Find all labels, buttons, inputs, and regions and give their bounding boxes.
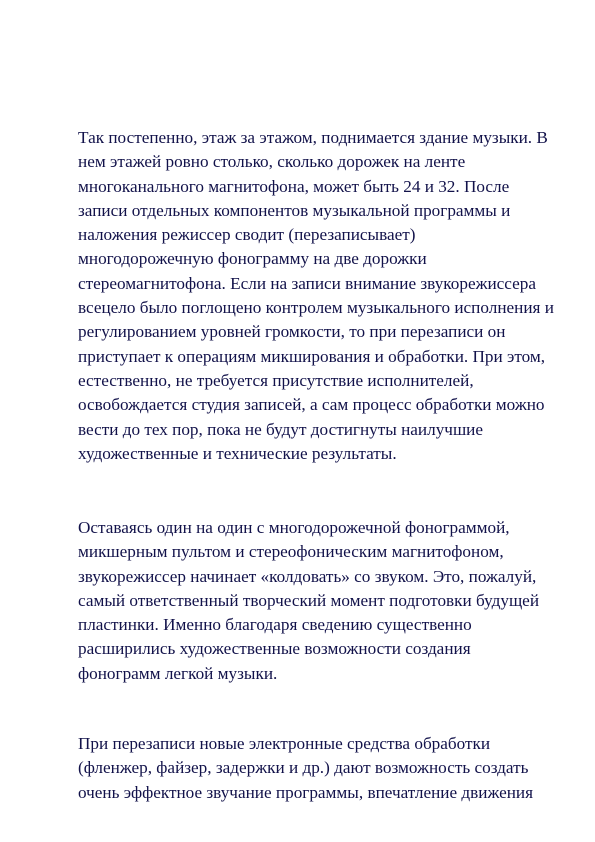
- paragraph-1: [78, 126, 578, 466]
- paragraph-1-line: стереомагнитофона. Если на записи внимание звукорежиссера: [78, 273, 536, 293]
- paragraph-1-line: нем этажей ровно столько, сколько дорожек на ленте: [78, 152, 466, 172]
- paragraph-1-line: Так постепенно, этаж за этажом, поднимается здание музыки. В: [78, 128, 548, 147]
- paragraph-3-line: (фленжер, файзер, задержки и др.) дают возможность создать: [78, 758, 529, 778]
- paragraph-1-line: вести до тех пор, пока не будут достигнуты наилучшие: [78, 419, 484, 439]
- paragraph-2-line: расширились художественные возможности создания: [78, 639, 471, 659]
- paragraph-1-line: художественные и технические результаты.: [78, 443, 397, 463]
- paragraph-1-line: многодорожечную фонограмму на две дорожки: [78, 249, 427, 269]
- paragraph-1-line: освобождается студия записей, а сам процесс обработки можно: [78, 395, 545, 415]
- paragraph-1-line: регулированием уровней громкости, то при перезаписи он: [78, 322, 506, 342]
- paragraph-3: [78, 732, 578, 805]
- paragraph-1-line: наложения режиссер сводит (перезаписывает): [78, 225, 416, 245]
- paragraph-2-line: звукорежиссер начинает «колдовать» со звуком. Это, пожалуй,: [78, 566, 537, 586]
- paragraph-1-line: всецело было поглощено контролем музыкального исполнения и: [78, 298, 554, 318]
- paragraph-2-line: Оставаясь один на один с многодорожечной фонограммой,: [78, 518, 510, 537]
- paragraph-2-line: самый ответственный творческий момент подготовки будущей: [78, 590, 540, 610]
- paragraph-1-line: записи отдельных компонентов музыкальной программы и: [78, 200, 511, 220]
- paragraph-1-line: естественно, не требуется присутствие исполнителей,: [78, 370, 474, 390]
- paragraph-1-line: приступает к операциям микширования и обработки. При этом,: [78, 346, 546, 366]
- paragraph-2-line: микшерным пультом и стереофоническим магнитофоном,: [78, 542, 504, 562]
- paragraph-1-line: многоканального магнитофона, может быть 24 и 32. После: [78, 176, 510, 196]
- paragraph-2: [78, 516, 578, 686]
- paragraph-3-line: При перезаписи новые электронные средства обработки: [78, 734, 491, 753]
- paragraph-3-line: очень эффектное звучание программы, впечатление движения: [78, 782, 534, 802]
- paragraph-2-line: фонограмм легкой музыки.: [78, 663, 278, 683]
- paragraph-2-line: пластинки. Именно благодаря сведению существенно: [78, 615, 472, 635]
